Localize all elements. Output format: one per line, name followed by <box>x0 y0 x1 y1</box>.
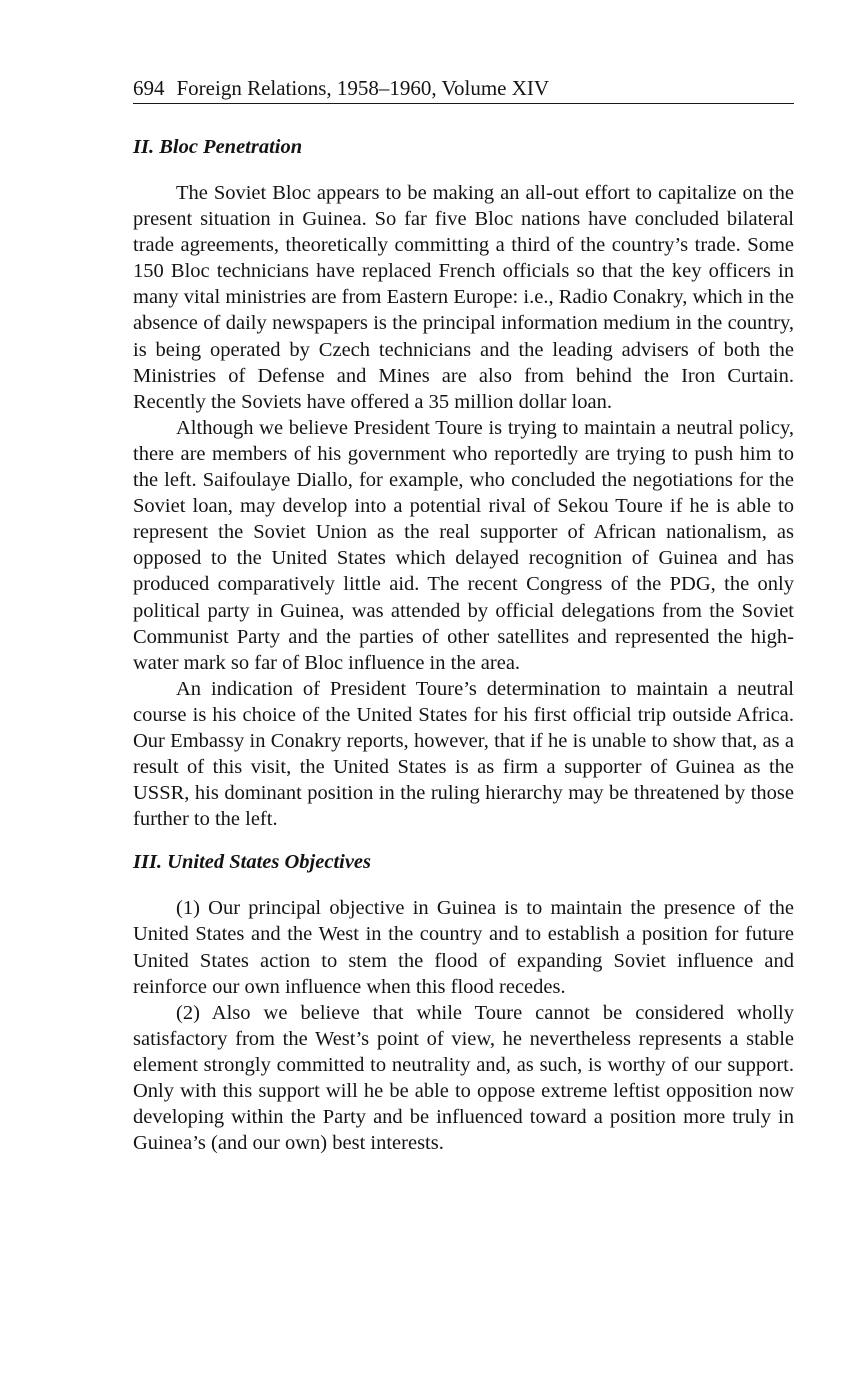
section-heading-bloc-penetration: II. Bloc Penetration <box>133 136 303 158</box>
paragraph: An indication of President Toure’s determination to maintain a neutral course is his choice of the United States for his first official trip outside Africa. Our Embassy in Conakry reports, however, that if he is unable to show that, as a result of this visit, the United States is as firm a supporter of Guinea as the USSR, his dominant position in the ruling hierarchy may be threatened by those further to the left. <box>133 677 794 831</box>
paragraph: Although we believe President Toure is trying to maintain a neutral policy, there are members of his government who reportedly are trying to push him to the left. Saifoulaye Diallo, for example, who concluded the negotiations for the Soviet loan, may develop into a potential rival of Sekou Toure if he is able to represent the Soviet Union as the real supporter of African nationalism, as opposed to the United States which delayed recognition of Guinea and has produced comparatively little aid. The recent Congress of the PDG, the only political party in Guinea, was attended by official delegations from the Soviet Communist Party and the parties of other satellites and represented the high-water mark so far of Bloc influence in the area. <box>133 416 794 674</box>
running-header <box>133 74 794 104</box>
paragraph: (1) Our principal objective in Guinea is to maintain the presence of the United States and the West in the country and to establish a position for future United States action to stem the flood of expanding Soviet influence and reinforce our own influence when this flood recedes. <box>133 897 794 998</box>
section-heading-us-objectives: III. United States Objectives <box>133 851 372 874</box>
volume-title: Foreign Relations, 1958–1960, Volume XIV <box>176 76 550 100</box>
document-page <box>133 74 794 1156</box>
paragraph: (2) Also we believe that while Toure cannot be considered wholly satisfactory from the West’s point of view, he nevertheless represents a stable element strongly committed to neutrality and, as such, is worthy of our support. Only with this support will he be able to oppose extreme leftist opposition now developing within the Party and be influenced toward a position more truly in Guinea’s (and our own) best interests. <box>133 1001 794 1155</box>
page-number: 694 <box>133 76 165 100</box>
section-body-us-objectives <box>133 895 794 1156</box>
section-body-bloc-penetration <box>133 180 794 832</box>
paragraph: The Soviet Bloc appears to be making an all-out effort to capitalize on the present situation in Guinea. So far five Bloc nations have concluded bilateral trade agreements, theoretically committing a third of the country’s trade. Some 150 Bloc technicians have replaced French officials so that the key officers in many vital ministries are from Eastern Europe: i.e., Radio Conakry, which in the absence of daily newspapers is the principal information medium in the country, is being operated by Czech technicians and the leading advisers of both the Ministries of Defense and Mines are also from behind the Iron Curtain. Recently the Soviets have offered a 35 million dollar loan. <box>133 182 794 413</box>
